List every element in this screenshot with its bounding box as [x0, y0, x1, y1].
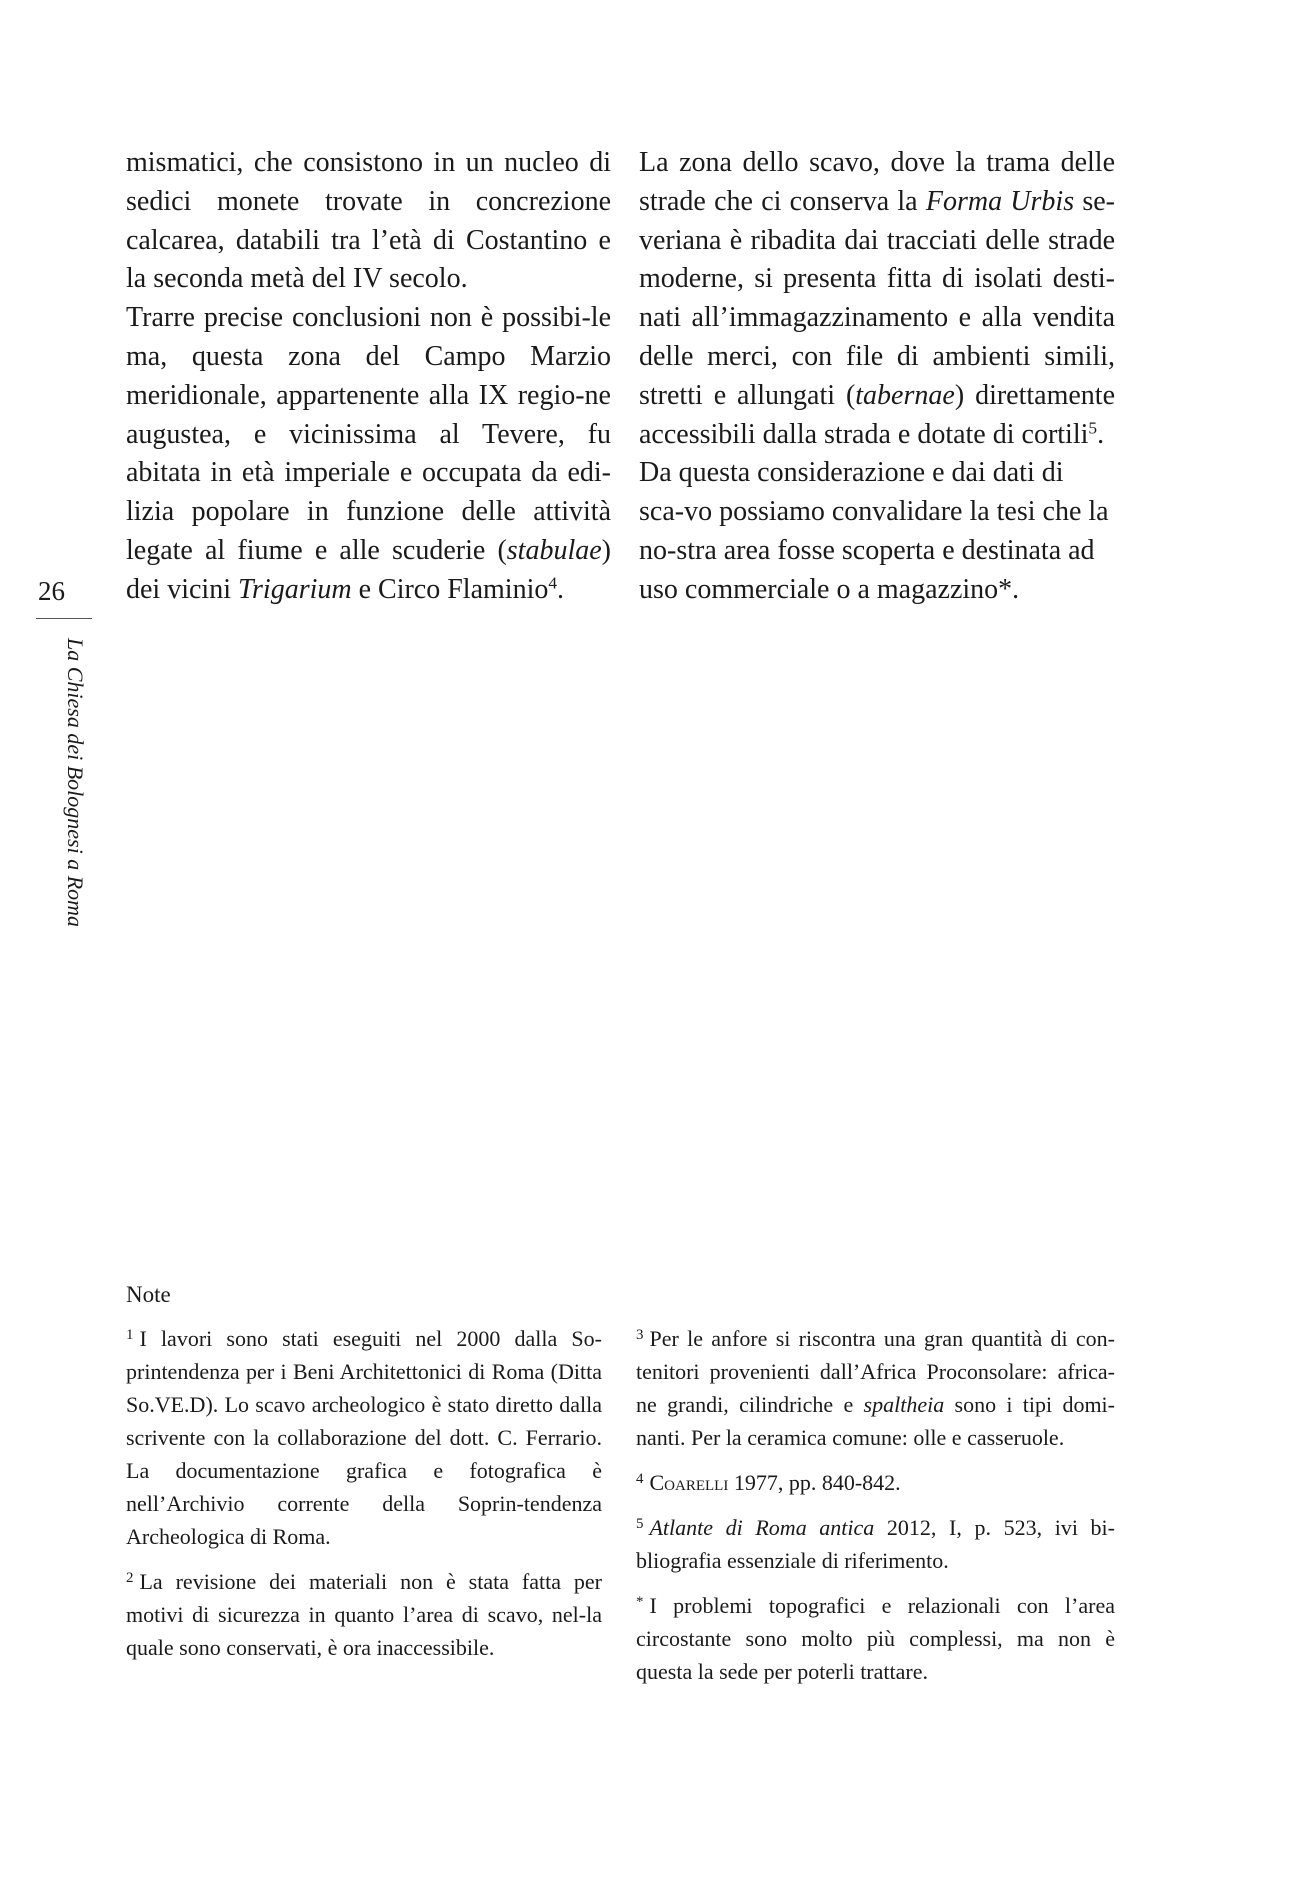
- author-name: Coarelli: [649, 1470, 729, 1495]
- footnote: $^3$ Per le anfore si riscontra una gran quantità di con-tenitori provenienti dall’Africa Proconsolare: africa-ne grandi, cilindriche e spaltheia sono i tipi domi-nanti. Per la ceramica comune: olle e casseruole.: [636, 1326, 1115, 1450]
- page-number: 26: [38, 576, 65, 606]
- footnote-marker: 3: [636, 1326, 644, 1343]
- body-column-left: [126, 144, 611, 610]
- body-paragraph: La zona dello scavo, dove la trama delle strade che ci conserva la Forma Urbis se-veriana è ribadita dai tracciati delle strade moderne, si presenta fitta di isolati desti-nati all’immagazzinamento e alla vendita delle merci, con file di ambienti simili, stretti e allungati (tabernae) direttamente accessibili dalla strada e dotate di cortili$^5$.: [639, 147, 1115, 450]
- notes-column-left: [126, 1322, 602, 1676]
- body-paragraph: Da questa considerazione e dai dati di sca-vo possiamo convalidare la tesi che la no-stra area fosse scoperta e destinata ad uso commerciale o a magazzino*.: [639, 457, 1109, 605]
- footnote-marker: 5: [636, 1515, 644, 1532]
- book-title: Atlante di Roma antica: [649, 1515, 875, 1540]
- running-head: [56, 638, 96, 938]
- body-paragraph: Trarre precise conclusioni non è possibi-le ma, questa zona del Campo Marzio meridionale, appartenente alla IX regio-ne augustea, e vicinissima al Tevere, fu abitata in età imperiale e occupata da edi-lizia popolare in funzione delle attività legate al fiume e alle scuderie (stabulae) dei vicini Trigarium e Circo Flaminio$^4$.: [126, 302, 611, 605]
- term-stabulae: stabulae: [506, 534, 602, 566]
- footnote-marker: 4: [636, 1470, 644, 1487]
- footnote-ref[interactable]: 5: [1088, 418, 1098, 438]
- body-paragraph: mismatici, che consistono in un nucleo di sedici monete trovate in concrezione calcarea, databili tra l’età di Costantino e la seconda metà del IV secolo.: [126, 147, 611, 295]
- footnote-marker: 2: [126, 1569, 134, 1586]
- footnote: $^2$ La revisione dei materiali non è stata fatta per motivi di sicurezza in quanto l’area di scavo, nel-la quale sono conservati, è ora inaccessibile.: [126, 1569, 602, 1660]
- footnote-marker: 1: [126, 1326, 134, 1343]
- margin-divider: [36, 618, 92, 619]
- footnote: $^5$ Atlante di Roma antica 2012, I, p. 523, ivi bi-bliografia essenziale di riferimento.: [636, 1515, 1115, 1573]
- footnote-ref[interactable]: 4: [548, 573, 558, 593]
- notes-heading: Note: [126, 1282, 171, 1307]
- term-spaltheia: spaltheia: [863, 1392, 945, 1417]
- notes-column-right: [636, 1322, 1115, 1700]
- body-column-right: [639, 144, 1115, 610]
- footnote: $^4$ Coarelli 1977, pp. 840-842.: [636, 1470, 901, 1495]
- running-head-text: La Chiesa dei Bolognesi a Roma: [63, 638, 88, 928]
- footnote-marker: *: [636, 1593, 644, 1610]
- footnote: $^1$ I lavori sono stati eseguiti nel 2000 dalla So-printendenza per i Beni Architettonici di Roma (Ditta So.VE.D). Lo scavo archeologico è stato diretto dalla scrivente con la collaborazione del dott. C. Ferrario. La documentazione grafica e fotografica è nell’Archivio corrente della Soprin-tendenza Archeologica di Roma.: [126, 1326, 602, 1549]
- term-forma-urbis: Forma Urbis: [925, 185, 1075, 217]
- footnote: * I problemi topografici e relazionali con l’area circostante sono molto più complessi, ma non è questa la sede per poterli trattare.: [636, 1593, 1115, 1684]
- term-tabernae: tabernae: [855, 379, 955, 411]
- term-trigarium: Trigarium: [237, 573, 352, 605]
